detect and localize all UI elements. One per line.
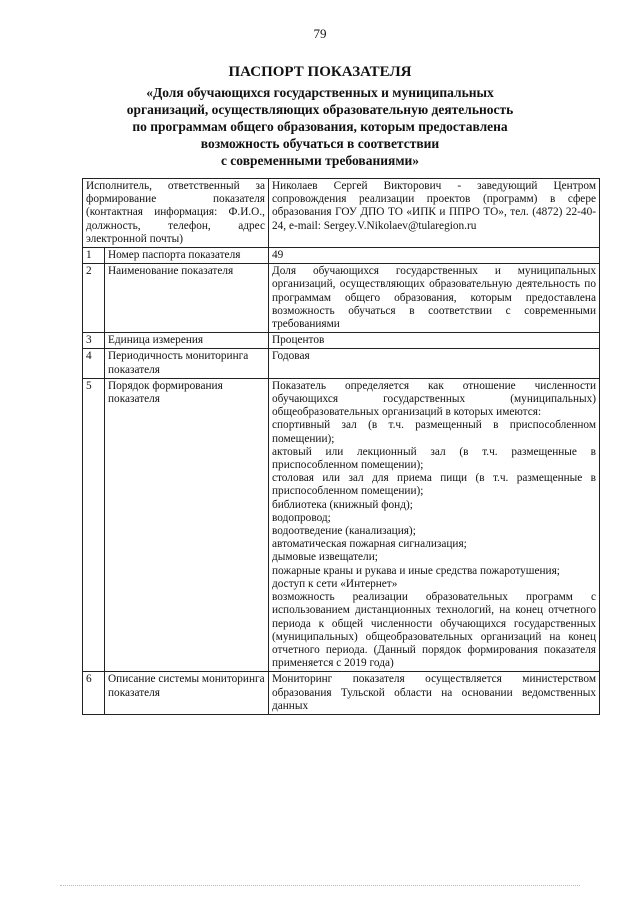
row-label: Периодичность мониторинга показателя bbox=[105, 349, 269, 378]
table-row bbox=[83, 248, 600, 264]
table-row bbox=[83, 264, 600, 333]
row-label: Единица измерения bbox=[105, 333, 269, 349]
row-number: 2 bbox=[83, 264, 105, 333]
executor-label: Исполнитель, ответственный за формирование показателя (контактная информация: Ф.И.О., должность, телефон, адрес электронной почты) bbox=[83, 179, 269, 248]
formation-line: спортивный зал (в т.ч. размещенный в приспособленном помещении); bbox=[272, 419, 596, 445]
table-row-executor bbox=[83, 179, 600, 248]
row-label: Описание системы мониторинга показателя bbox=[105, 672, 269, 715]
formation-line: водопровод; bbox=[272, 511, 331, 524]
formation-line: Показатель определяется как отношение численности обучающихся государственных (муниципальных) общеобразовательных организаций в которых имеются: bbox=[272, 379, 596, 419]
row-label: Порядок формирования показателя bbox=[105, 378, 269, 671]
table-row bbox=[83, 349, 600, 378]
page-title: ПАСПОРТ ПОКАЗАТЕЛЯ bbox=[228, 64, 412, 80]
row-value: 49 bbox=[269, 248, 600, 264]
table-row bbox=[83, 672, 600, 715]
row-value bbox=[269, 378, 600, 671]
row-value: Мониторинг показателя осуществляется министерством образования Тульской области на основании ведомственных данных bbox=[269, 672, 600, 715]
formation-line: актовый или лекционный зал (в т.ч. размещенные в приспособленном помещении); bbox=[272, 445, 596, 472]
page-number: 79 bbox=[313, 26, 327, 41]
row-value: Процентов bbox=[269, 333, 600, 349]
formation-line: пожарные краны и рукава и иные средства пожаротушения; bbox=[272, 564, 560, 577]
formation-line: дымовые извещатели; bbox=[272, 551, 378, 564]
row-value: Годовая bbox=[269, 349, 600, 378]
row-number: 1 bbox=[83, 248, 105, 264]
subtitle-line: организаций, осуществляющих образовательную деятельность bbox=[126, 102, 514, 117]
passport-table bbox=[82, 178, 600, 715]
formation-line: автоматическая пожарная сигнализация; bbox=[272, 538, 467, 551]
row-number: 5 bbox=[83, 378, 105, 671]
formation-line: библиотека (книжный фонд); bbox=[272, 498, 413, 511]
row-number: 4 bbox=[83, 349, 105, 378]
table-row bbox=[83, 378, 600, 671]
executor-value: Николаев Сергей Викторович - заведующий Центром сопровождения реализации проектов (программ) в сфере образования ГОУ ДПО ТО «ИПК и ППРО ТО», тел. (4872) 22-40-24, e-mail: Sergey.V.Nikolaev@tularegion.ru bbox=[269, 179, 600, 248]
row-value: Доля обучающихся государственных и муниципальных организаций, осуществляющих образовательную деятельность по программам общего образования, которым предоставлена возможность обучаться в соответствии с современными требованиями bbox=[269, 264, 600, 333]
row-number: 3 bbox=[83, 333, 105, 349]
subtitle-line: по программам общего образования, которым предоставлена bbox=[132, 119, 508, 134]
row-label: Наименование показателя bbox=[105, 264, 269, 333]
subtitle-line: возможность обучаться в соответствии bbox=[200, 136, 440, 151]
formation-line: водоотведение (канализация); bbox=[272, 525, 416, 538]
row-number: 6 bbox=[83, 672, 105, 715]
indicator-title bbox=[60, 84, 580, 169]
formation-line: доступ к сети «Интернет» bbox=[272, 577, 398, 590]
table-row bbox=[83, 333, 600, 349]
formation-line: столовая или зал для приема пищи (в т.ч. размещенные в приспособленном помещении); bbox=[272, 472, 596, 498]
subtitle-line: «Доля обучающихся государственных и муниципальных bbox=[146, 85, 494, 100]
scan-artifact-line bbox=[60, 885, 580, 888]
formation-line: возможность реализации образовательных программ с использованием дистанционных технологий, на конец отчетного периода к общей численности обучающихся государственных (муниципальных) общеобразовательных организаций на конец отчетного периода. (Данный порядок формирования показателя применяется с 2019 года) bbox=[272, 591, 596, 670]
subtitle-line: с современными требованиями» bbox=[220, 153, 420, 168]
title-block bbox=[60, 62, 580, 169]
row-label: Номер паспорта показателя bbox=[105, 248, 269, 264]
